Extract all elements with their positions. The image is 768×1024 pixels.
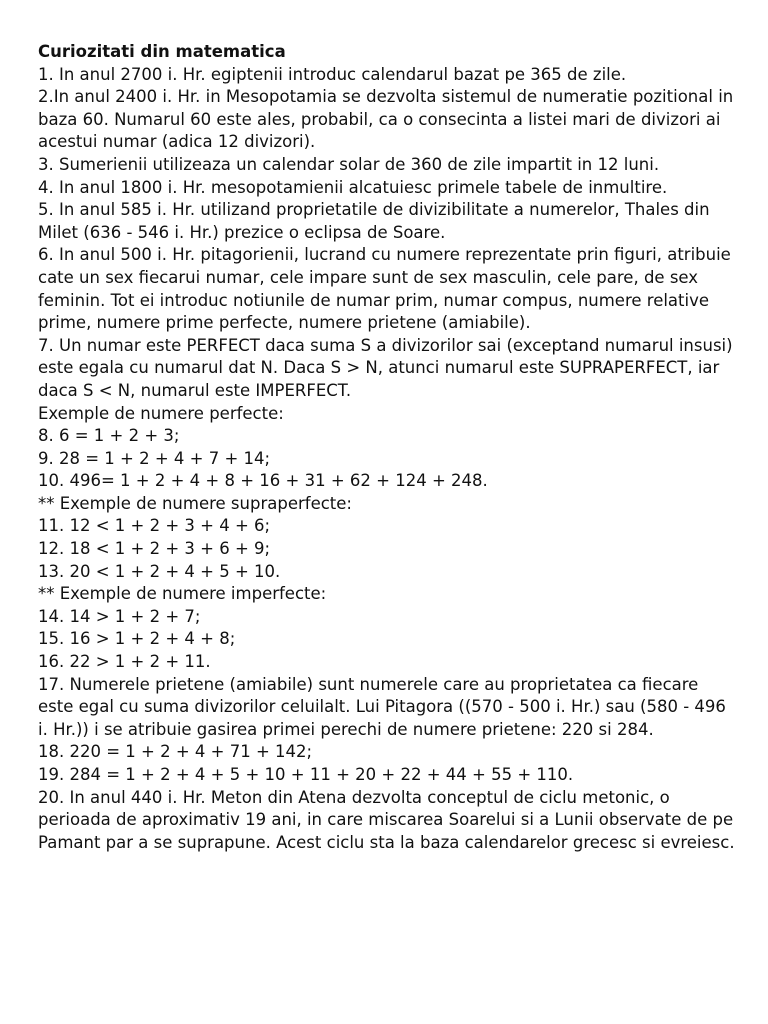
paragraph-1: 1. In anul 2700 i. Hr. egiptenii introduc calendarul bazat pe 365 de zile.: [38, 64, 627, 84]
paragraph-18: 18. 220 = 1 + 2 + 4 + 71 + 142;: [38, 742, 313, 762]
paragraph-11: 11. 12 < 1 + 2 + 3 + 4 + 6;: [38, 516, 271, 536]
superperfect-examples-heading: ** Exemple de numere supraperfecte:: [38, 493, 352, 513]
document-page: [38, 41, 738, 854]
paragraph-8: 8. 6 = 1 + 2 + 3;: [38, 426, 180, 446]
paragraph-2: 2.In anul 2400 i. Hr. in Mesopotamia se dezvolta sistemul de numeratie pozitional in baza 60. Numarul 60 este ales, probabil, ca o consecinta a listei mari de divizori ai acestui numar (adica 12 divizori).: [38, 87, 739, 152]
paragraph-15: 15. 16 > 1 + 2 + 4 + 8;: [38, 629, 236, 649]
paragraph-13: 13. 20 < 1 + 2 + 4 + 5 + 10.: [38, 561, 281, 581]
imperfect-examples-heading: ** Exemple de numere imperfecte:: [38, 584, 327, 604]
paragraph-20: 20. In anul 440 i. Hr. Meton din Atena dezvolta conceptul de ciclu metonic, o perioada de aproximativ 19 ani, in care miscarea Soarelui si a Lunii observate de pe Pamant par a se suprapune. Acest ciclu sta la baza calendarelor grecesc si evreiesc.: [38, 787, 739, 852]
paragraph-19: 19. 284 = 1 + 2 + 4 + 5 + 10 + 11 + 20 + 22 + 44 + 55 + 110.: [38, 765, 574, 784]
document-title: Curiozitati din matematica: [38, 42, 286, 61]
paragraph-5: 5. In anul 585 i. Hr. utilizand proprietatile de divizibilitate a numerelor, Thales din Milet (636 - 546 i. Hr.) prezice o eclipsa de Soare.: [38, 200, 715, 242]
paragraph-16: 16. 22 > 1 + 2 + 11.: [38, 652, 211, 672]
perfect-examples-heading: Exemple de numere perfecte:: [38, 403, 284, 423]
paragraph-12: 12. 18 < 1 + 2 + 3 + 6 + 9;: [38, 539, 271, 559]
paragraph-3: 3. Sumerienii utilizeaza un calendar solar de 360 de zile impartit in 12 luni.: [38, 154, 660, 174]
paragraph-9: 9. 28 = 1 + 2 + 4 + 7 + 14;: [38, 448, 271, 468]
paragraph-4: 4. In anul 1800 i. Hr. mesopotamienii alcatuiesc primele tabele de inmultire.: [38, 177, 668, 197]
paragraph-17: 17. Numerele prietene (amiabile) sunt numerele care au proprietatea ca fiecare este egal cu suma divizorilor celuilalt. Lui Pitagora ((570 - 500 i. Hr.) sau (580 - 496 i. Hr.)) i se atribuie gasirea primei perechi de numere prietene: 220 si 284.: [38, 674, 732, 739]
paragraph-10: 10. 496= 1 + 2 + 4 + 8 + 16 + 31 + 62 + 124 + 248.: [38, 471, 488, 491]
paragraph-6: 6. In anul 500 i. Hr. pitagorienii, lucrand cu numere reprezentate prin figuri, atribuie cate un sex fiecarui numar, cele impare sunt de sex masculin, cele pare, de sex feminin. Tot ei introduc notiunile de numar prim, numar compus, numere relative prime, numere prime perfecte, numere prietene (amiabile).: [38, 245, 737, 333]
paragraph-14: 14. 14 > 1 + 2 + 7;: [38, 606, 201, 626]
paragraph-7: 7. Un numar este PERFECT daca suma S a divizorilor sai (exceptand numarul insusi) este egala cu numarul dat N. Daca S > N, atunci numarul este SUPRAPERFECT, iar daca S < N, numarul este IMPERFECT.: [38, 335, 738, 400]
